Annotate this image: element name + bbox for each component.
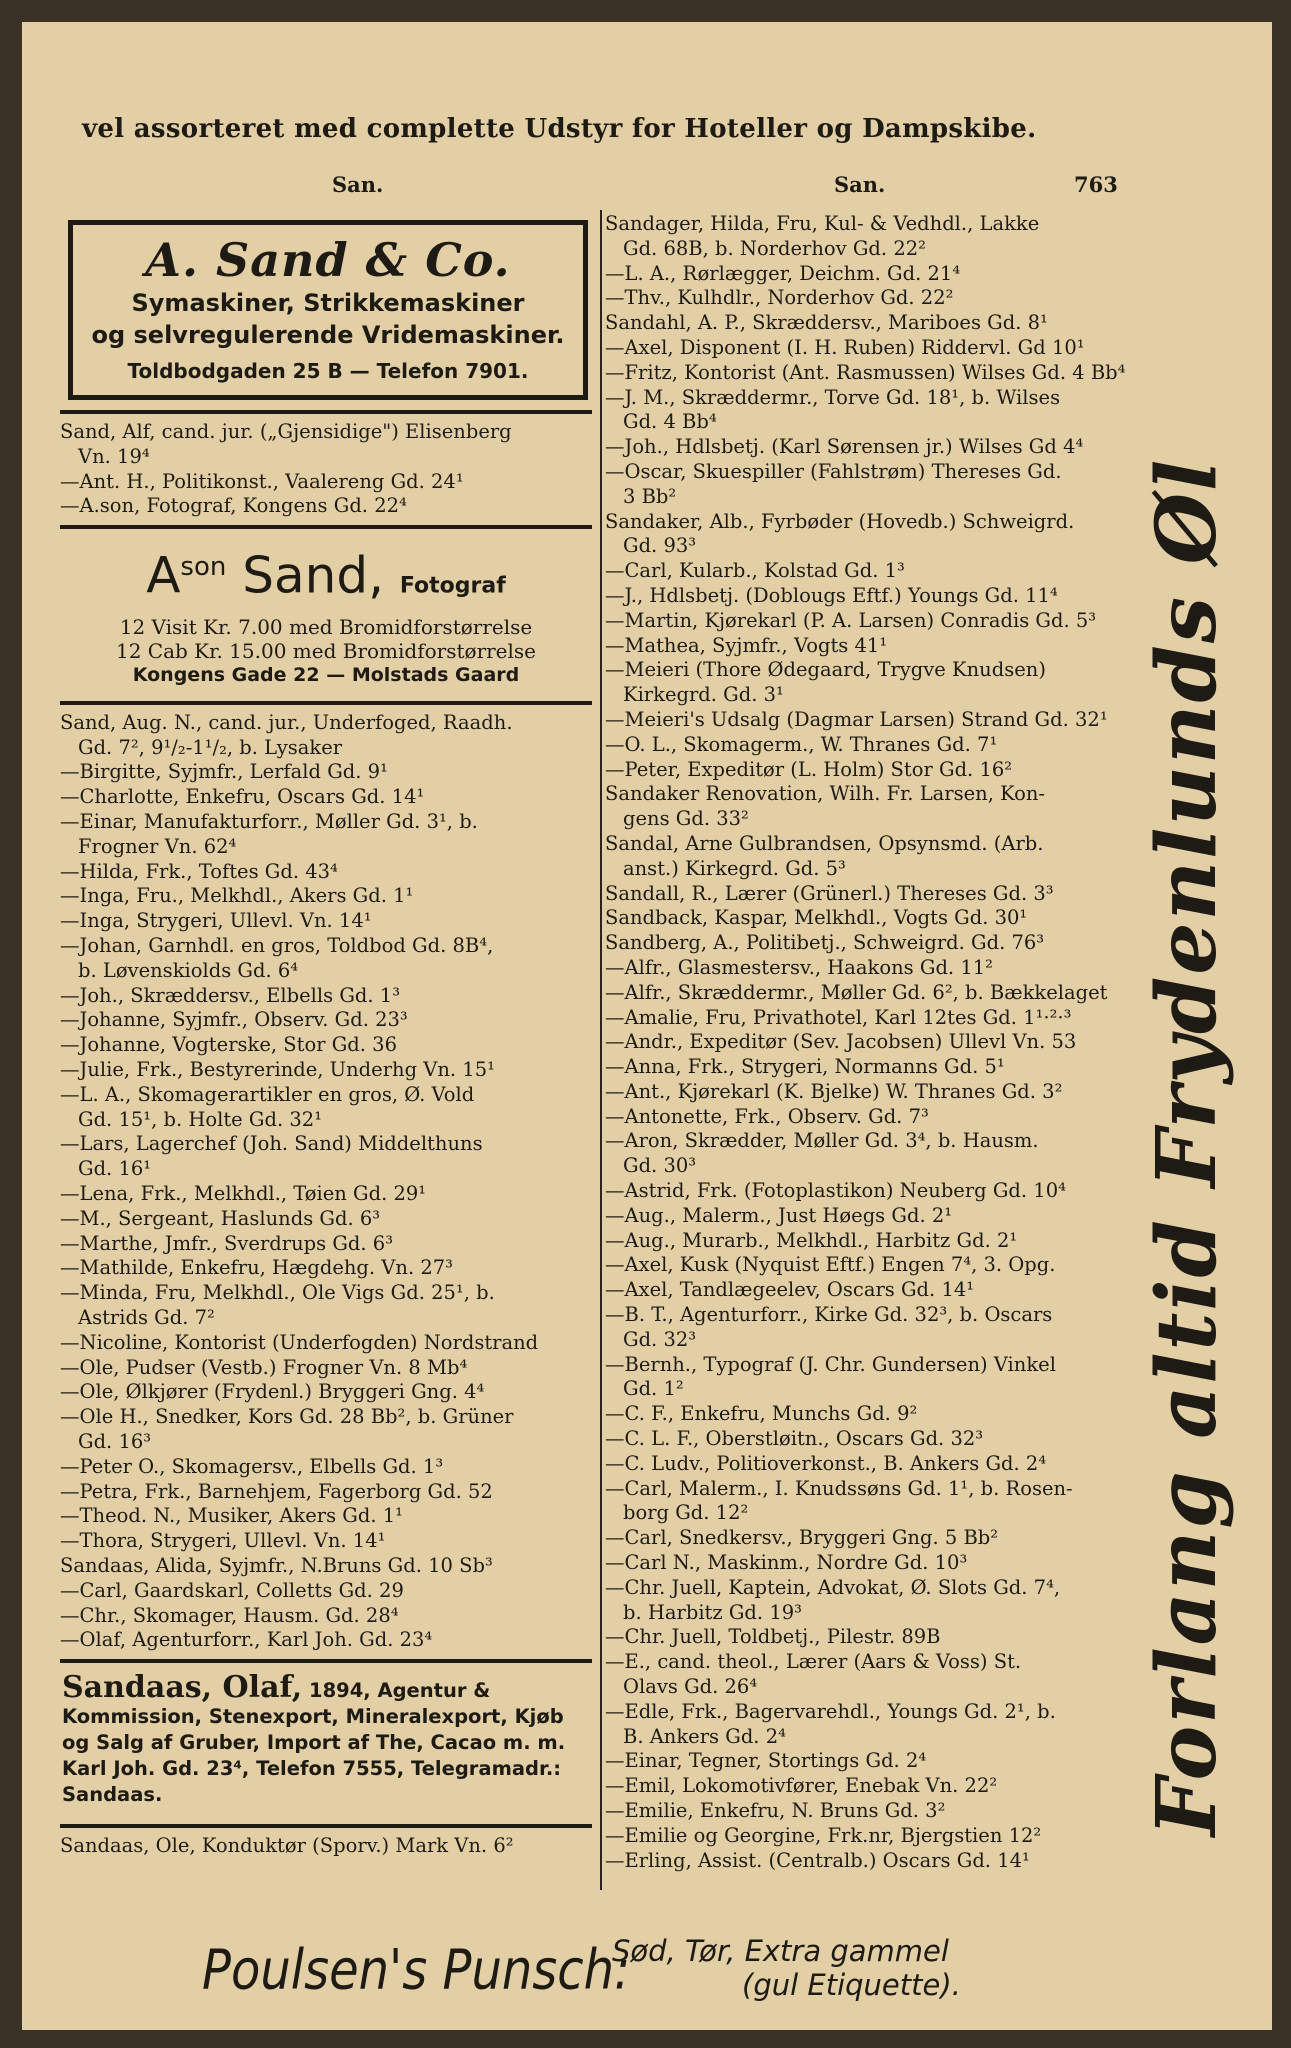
directory-entry-line: —C. Ludv., Politioverkonst., B. Ankers Gd. 2⁴ [605,1451,1047,1475]
directory-entry-line: —O. L., Skomagerm., W. Thranes Gd. 7¹ [605,732,998,756]
ad-olaf-text: 1894, Agentur & Kommission, Stenexport, Mineralexport, Kjøb og Salg af Gruber, Import af The, Cacao m. m. Karl Joh. Gd. 23⁴, Telefon 7555, Telegramadr.: Sandaas. [62,1679,566,1807]
directory-entry-line: —A.son, Fotograf, Kongens Gd. 22⁴ [60,494,407,518]
directory-entry-line: —Einar, Tegner, Stortings Gd. 2⁴ [605,1749,927,1773]
directory-entry-line: —Meieri (Thore Ødegaard, Trygve Knudsen) [605,658,1046,682]
directory-entry-line: —Joh., Skræddersv., Elbells Gd. 1³ [60,983,401,1007]
directory-entry-line: Gd. 30³ [623,1154,697,1178]
directory-entry-line: —Martin, Kjørekarl (P. A. Larsen) Conradis Gd. 5³ [605,608,1097,632]
directory-entry-line: Gd. 1² [623,1377,684,1401]
header-left-word: San. [332,172,384,197]
directory-entry-line: Gd. 93³ [623,534,697,558]
directory-entry-line: Olavs Gd. 26⁴ [623,1675,758,1699]
directory-entry-line: —Inga, Strygeri, Ullevl. Vn. 14¹ [60,909,372,933]
directory-entry-line: —Bernh., Typograf (J. Chr. Gundersen) Vinkel [605,1352,1056,1376]
directory-entry-line: Vn. 19⁴ [78,444,150,468]
ad-foto-prefix: son [180,552,227,583]
directory-entry-line: —Axel, Kusk (Nyquist Eftf.) Engen 7⁴, 3. Opg. [605,1253,1056,1277]
directory-entry-line: —B. T., Agenturforr., Kirke Gd. 32³, b. Oscars [605,1303,1053,1327]
ad-foto-line1: 12 Visit Kr. 7.00 med Bromidforstørrelse [119,614,533,639]
directory-entry-line: Gd. 15¹, b. Holte Gd. 32¹ [78,1107,323,1131]
directory-entry-line: —M., Sergeant, Haslunds Gd. 6³ [60,1206,381,1230]
directory-entry-line: —Marthe, Jmfr., Sverdrups Gd. 6³ [60,1231,394,1255]
directory-entry-line: Gd. 16³ [78,1429,152,1453]
directory-entry-line: anst.) Kirkegrd. Gd. 5³ [623,856,846,880]
directory-entry-line: b. Harbitz Gd. 19³ [623,1600,802,1624]
directory-entry-line: b. Løvenskiolds Gd. 6⁴ [78,958,299,982]
directory-entry-line: —Thora, Strygeri, Ullevl. Vn. 14¹ [60,1529,386,1553]
banner-ad: vel assorteret med complette Udstyr for Hoteller og Dampskibe. [82,114,1037,144]
directory-entry-line: —Antonette, Frk., Observ. Gd. 7³ [605,1104,929,1128]
ad-foto-line2: 12 Cab Kr. 15.00 med Bromidforstørrelse [115,638,537,663]
directory-entry-line: —Joh., Hdlsbetj. (Karl Sørensen jr.) Wilses Gd 4⁴ [605,435,1084,459]
directory-entry-line: —J., Hdlsbetj. (Doblougs Eftf.) Youngs Gd. 11⁴ [605,583,1058,607]
directory-entry-line: —Theod. N., Musiker, Akers Gd. 1¹ [60,1504,403,1528]
entries-after-olaf-ad [60,1834,592,1859]
ad-foto-initial: A [146,546,181,605]
directory-entry-line: —Einar, Manufakturforr., Møller Gd. 3¹, b. [60,810,478,834]
right-column [605,212,1175,1873]
rule [60,410,592,414]
directory-entry-line: Sand, Aug. N., cand. jur., Underfoged, Raadh. [60,710,513,734]
directory-entry-line: —Chr. Juell, Kaptein, Advokat, Ø. Slots Gd. 7⁴, [605,1575,1061,1599]
ad-sand-co-address: Toldbodgaden 25 B — Telefon 7901. [127,359,529,383]
directory-entry-line: —Alfr., Glasmestersv., Haakons Gd. 11² [605,955,993,979]
rule [60,1824,592,1828]
directory-entry-line: 3 Bb² [623,484,677,508]
directory-entry-line: —Ant., Kjørekarl (K. Bjelke) W. Thranes Gd. 3² [605,1079,1063,1103]
left-column [60,212,592,1859]
ad-foto-name [60,539,592,615]
directory-entry-line: Astrids Gd. 7² [78,1305,215,1329]
directory-entry-line: —Chr., Skomager, Hausm. Gd. 28⁴ [60,1603,399,1627]
directory-entry-line: —Johan, Garnhdl. en gros, Toldbod Gd. 8B⁴, [60,934,494,958]
directory-entry-line: Sandaas, Ole, Konduktør (Sporv.) Mark Vn. 6² [60,1834,514,1858]
directory-entry-line: —J. M., Skræddermr., Torve Gd. 18¹, b. Wilses [605,385,1061,409]
directory-entry-line: —Carl, Kularb., Kolstad Gd. 1³ [605,559,905,583]
header-center-word: San. [834,172,886,197]
directory-entry-line: Kirkegrd. Gd. 3¹ [623,683,784,707]
ad-sand-co-line1: Symaskiner, Strikkemaskiner [131,289,525,317]
column-divider [600,210,602,1890]
directory-entry-line: Sandahl, A. P., Skræddersv., Mariboes Gd. 8¹ [605,311,1048,335]
directory-entry-line: —Charlotte, Enkefru, Oscars Gd. 14¹ [60,785,425,809]
directory-entry-line: —Emilie og Georgine, Frk.nr, Bjergstien 12² [605,1823,1042,1847]
directory-entry-line: —Emil, Lokomotivfører, Enebak Vn. 22² [605,1774,998,1798]
directory-entry-line: —Aug., Malerm., Just Høegs Gd. 2¹ [605,1203,953,1227]
directory-entry-line: —C. F., Enkefru, Munchs Gd. 9² [605,1402,918,1426]
directory-entry-line: —Ant. H., Politikonst., Vaalereng Gd. 24¹ [60,469,464,493]
directory-entry-line: —Carl, Gaardskarl, Colletts Gd. 29 [60,1578,404,1602]
directory-entry-line: Frogner Vn. 62⁴ [78,834,237,858]
directory-entry-line: —Peter, Expeditør (L. Holm) Stor Gd. 16² [605,757,1013,781]
directory-entry-line: B. Ankers Gd. 2⁴ [623,1724,786,1748]
directory-entry-line: —Astrid, Frk. (Fotoplastikon) Neuberg Gd. 10⁴ [605,1179,1066,1203]
directory-entry-line: —L. A., Rørlægger, Deichm. Gd. 21⁴ [605,261,961,285]
directory-entry-line: —L. A., Skomagerartikler en gros, Ø. Vold [60,1082,475,1106]
rule [60,1659,592,1663]
directory-entry-line: —Axel, Disponent (I. H. Ruben) Riddervl. Gd 10¹ [605,335,1085,359]
entries-left-main [60,711,592,1653]
directory-entry-line: —Minda, Fru, Melkhdl., Ole Vigs Gd. 25¹, b. [60,1281,495,1305]
directory-entry-line: Gd. 7², 9¹/₂-1¹/₂, b. Lysaker [78,735,343,759]
directory-entry-line: —Carl, Snedkersv., Bryggeri Gng. 5 Bb² [605,1526,999,1550]
ad-sand-co [68,220,588,400]
directory-entry-line: —C. L. F., Oberstløitn., Oscars Gd. 32³ [605,1427,984,1451]
directory-entry-line: Gd. 68B, b. Norderhov Gd. 22² [623,236,926,260]
directory-entry-line: —E., cand. theol., Lærer (Aars & Voss) St. [605,1650,1022,1674]
directory-entry-line: —Anna, Frk., Strygeri, Normanns Gd. 5¹ [605,1055,1005,1079]
directory-entry-line: —Petra, Frk., Barnehjem, Fagerborg Gd. 52 [60,1479,493,1503]
directory-entry-line: —Axel, Tandlægeelev, Oscars Gd. 14¹ [605,1278,975,1302]
directory-entry-line: —Carl, Malerm., I. Knudssøns Gd. 1¹, b. Rosen- [605,1476,1073,1500]
directory-entry-line: —Johanne, Vogterske, Stor Gd. 36 [60,1033,397,1057]
directory-entry-line: —Chr. Juell, Toldbetj., Pilestr. 89B [605,1625,941,1649]
directory-entry-line: —Aron, Skrædder, Møller Gd. 3⁴, b. Hausm. [605,1129,1039,1153]
directory-entry-line: Gd. 16¹ [78,1157,152,1181]
directory-entry-line: —Andr., Expeditør (Sev. Jacobsen) Ullevl Vn. 53 [605,1030,1077,1054]
directory-page [22,22,1272,2030]
ad-sandaas-olaf [60,1669,592,1818]
footer-ad-brand: Poulsen's Punsch: [202,1937,631,2003]
footer-ad-desc1: Sød, Tør, Extra gammel [612,1934,949,1968]
directory-entry-line: —Nicoline, Kontorist (Underfogden) Nordstrand [60,1330,539,1354]
directory-entry-line: —Peter O., Skomagersv., Elbells Gd. 1³ [60,1454,444,1478]
entries-before-foto-ad [60,420,592,519]
directory-entry-line: —Inga, Fru., Melkhdl., Akers Gd. 1¹ [60,884,414,908]
ad-foto-surname: Sand, [242,546,384,605]
directory-entry-line: gens Gd. 33² [623,807,749,831]
directory-entry-line: —Meieri's Udsalg (Dagmar Larsen) Strand Gd. 32¹ [605,707,1108,731]
directory-entry-line: Sandager, Hilda, Fru, Kul- & Vedhdl., Lakke [605,212,1040,235]
directory-entry-line: —Edle, Frk., Bagervarehdl., Youngs Gd. 2¹, b. [605,1699,1056,1723]
directory-entry-line: —Thv., Kulhdlr., Norderhov Gd. 22² [605,286,954,310]
directory-entry-line: —Lena, Frk., Melkhdl., Tøien Gd. 29¹ [60,1181,427,1205]
vertical-ad-text: Forlang altid Frydenlunds Øl [1139,457,1235,1837]
directory-entry-line: —Amalie, Fru, Privathotel, Karl 12tes Gd. 1¹·²·³ [605,1005,1072,1029]
directory-entry-line: —Oscar, Skuespiller (Fahlstrøm) Thereses Gd. [605,459,1062,483]
footer-ad-desc2: (gul Etiquette). [742,1968,961,2002]
directory-entry-line: —Ole, Pudser (Vestb.) Frogner Vn. 8 Mb⁴ [60,1355,468,1379]
directory-entry-line: —Carl N., Maskinm., Nordre Gd. 10³ [605,1551,968,1575]
ad-olaf-name: Sandaas, Olaf, [62,1670,303,1706]
directory-entry-line: Sandall, R., Lærer (Grünerl.) Thereses Gd. 3³ [605,881,1054,905]
directory-entry-line: Sandal, Arne Gulbrandsen, Opsynsmd. (Arb. [605,831,1044,855]
directory-entry-line: Sandaker Renovation, Wilh. Fr. Larsen, Kon- [605,782,1046,806]
directory-entry-line: Sandaker, Alb., Fyrbøder (Hovedb.) Schweigrd. [605,509,1075,533]
directory-entry-line: —Erling, Assist. (Centralb.) Oscars Gd. 14¹ [605,1848,1030,1872]
ad-sand-co-line2: og selvregulerende Vridemaskiner. [91,321,565,349]
directory-entry-line: —Lars, Lagerchef (Joh. Sand) Middelthuns [60,1132,483,1156]
directory-entry-line: —Alfr., Skræddermr., Møller Gd. 6², b. Bækkelaget [605,980,1108,1004]
rule [60,701,592,705]
vertical-ad [1132,457,1242,1837]
footer-ad-description [612,1934,961,2002]
directory-entry-line: Sandaas, Alida, Syjmfr., N.Bruns Gd. 10 Sb³ [60,1553,493,1577]
directory-entry-line: Sand, Alf, cand. jur. („Gjensidige") Elisenberg [60,420,512,443]
directory-entry-line: —Emilie, Enkefru, N. Bruns Gd. 3² [605,1799,946,1822]
directory-entry-line: —Ole H., Snedker, Kors Gd. 28 Bb², b. Grüner [60,1405,514,1429]
ad-foto-tag: Fotograf [399,573,506,599]
directory-entry-line: —Mathea, Syjmfr., Vogts 41¹ [605,633,888,657]
directory-entry-line: —Julie, Frk., Bestyrerinde, Underhg Vn. 15¹ [60,1058,495,1081]
page-number: 763 [1074,172,1118,197]
directory-entry-line: Gd. 4 Bb⁴ [623,410,717,434]
directory-entry-line: —Johanne, Syjmfr., Observ. Gd. 23³ [60,1008,408,1032]
directory-entry-line: —Fritz, Kontorist (Ant. Rasmussen) Wilses Gd. 4 Bb⁴ [605,360,1126,384]
directory-entry-line: —Ole, Ølkjører (Frydenl.) Bryggeri Gng. 4⁴ [60,1380,485,1404]
directory-entry-line: —Olaf, Agenturforr., Karl Joh. Gd. 23⁴ [60,1628,433,1652]
directory-entry-line: Gd. 32³ [623,1327,697,1351]
directory-entry-line: Sandback, Kaspar, Melkhdl., Vogts Gd. 30¹ [605,906,1028,930]
directory-entry-line: Sandberg, A., Politibetj., Schweigrd. Gd. 76³ [605,931,1045,955]
directory-entry-line: —Aug., Murarb., Melkhdl., Harbitz Gd. 2¹ [605,1228,1018,1252]
directory-entry-line: —Mathilde, Enkefru, Hægdehg. Vn. 27³ [60,1256,453,1280]
directory-entry-line: borg Gd. 12² [623,1501,749,1525]
directory-entry-line: —Birgitte, Syjmfr., Lerfald Gd. 9¹ [60,760,388,784]
rule [60,525,592,529]
directory-entry-line: —Hilda, Frk., Toftes Gd. 43⁴ [60,859,338,883]
ad-foto-line3: Kongens Gade 22 — Molstads Gaard [132,663,520,686]
ad-foto-sand [60,535,592,695]
ad-sand-co-name: A. Sand & Co. [145,233,511,287]
